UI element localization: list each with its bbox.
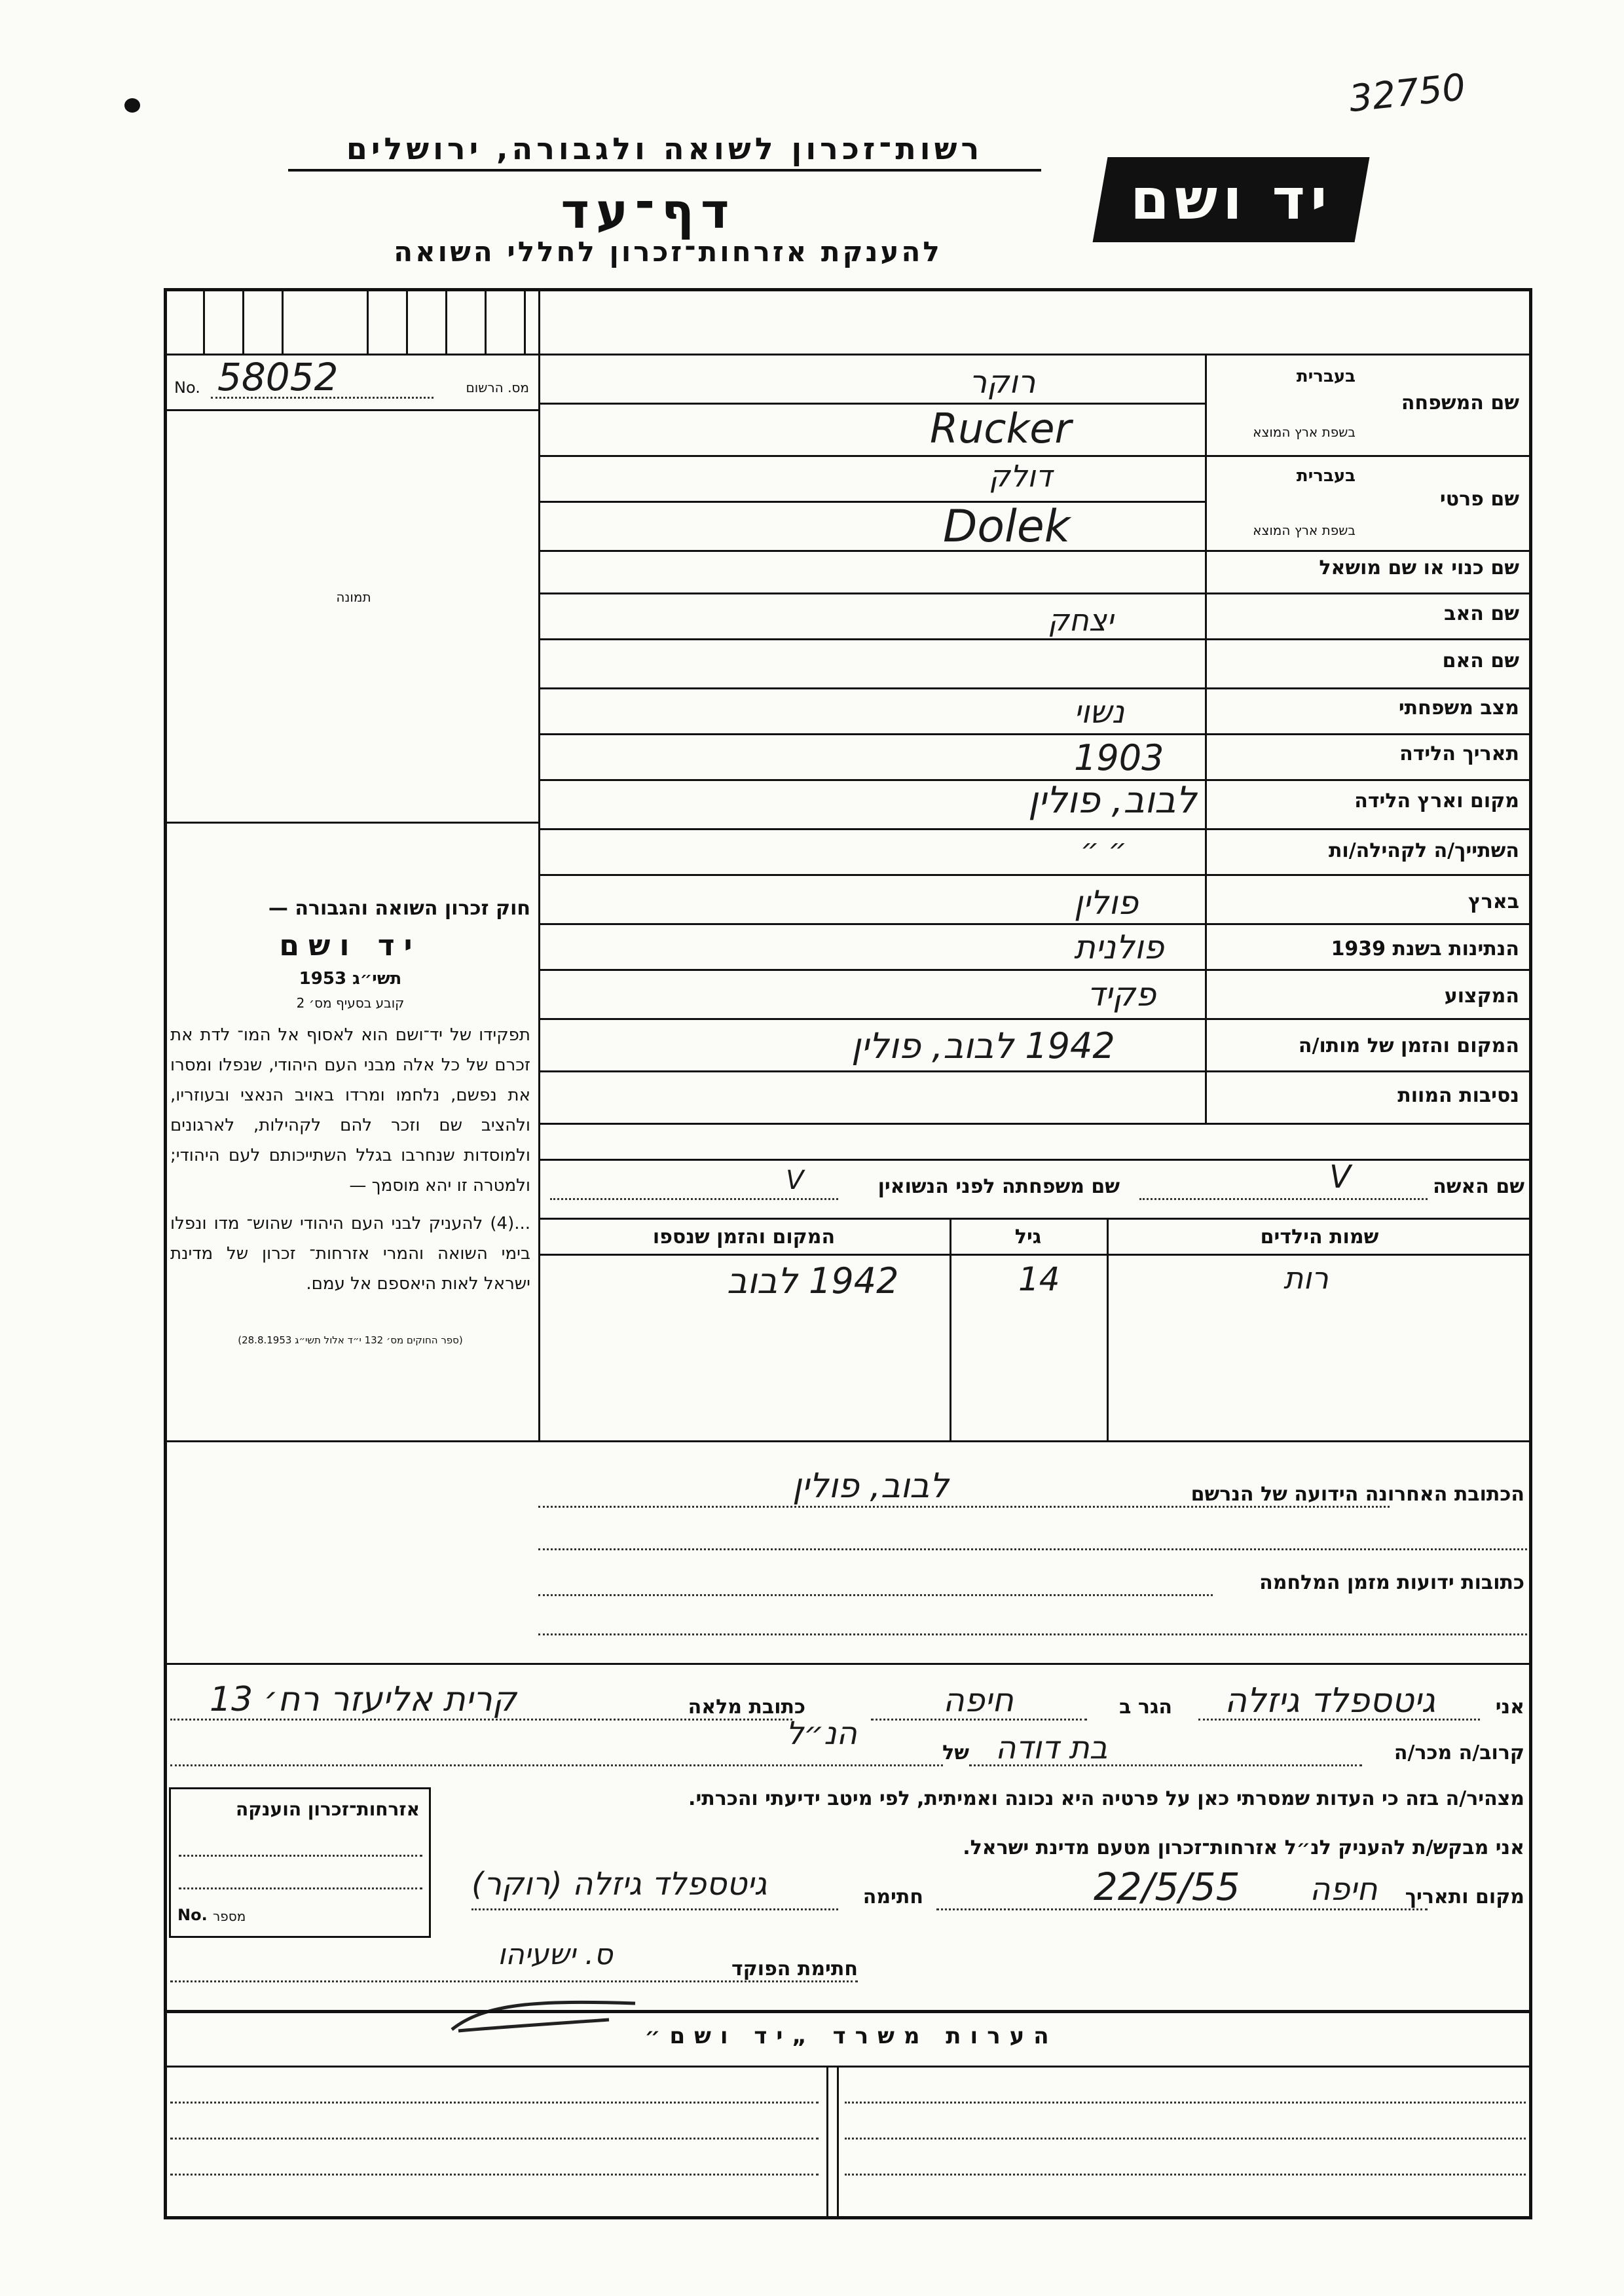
- notes-divider-a: [826, 2066, 828, 2219]
- community-value: ״ ״: [1080, 833, 1127, 866]
- clerk-signature-label: חתימת הפוקד: [731, 1958, 858, 1980]
- registration-number: 58052: [217, 355, 339, 399]
- birth-date-value: 1903: [1074, 737, 1164, 778]
- children-header-names: שמות הילדים: [1260, 1226, 1379, 1248]
- children-col-divider-1: [950, 1218, 951, 1440]
- children-col-divider-2: [1107, 1218, 1109, 1440]
- left-column-divider: [538, 288, 540, 1440]
- authority-title: רשות־זכרון לשואה ולגבורה, ירושלים: [288, 131, 1041, 172]
- law-year: תשי״ג 1953: [299, 969, 402, 989]
- first-name-hebrew-label: בעברית: [1296, 466, 1356, 486]
- birth-place-value: לבוב, פולין: [1028, 779, 1197, 822]
- wife-maiden-name-value: V: [786, 1165, 804, 1195]
- last-address-label: הכתובת האחרונה הידועה של הנרשם: [1190, 1483, 1524, 1506]
- community-label: השתייך/ה לקהילה/ות: [1328, 839, 1519, 862]
- notes-divider-b: [837, 2066, 839, 2219]
- nickname-label: שם כנוי או שם מושאל: [1319, 556, 1519, 579]
- law-paragraph-2: ...(4) להעניק לבני העם היהודי שהוש־ מדו ונפלו בימי השואה והמרי אזרחות־ זכרון של מדינת ישראל לאות היאספם אל עמם.: [170, 1214, 530, 1294]
- child-place-time: 1942 לבוב: [727, 1260, 899, 1302]
- wife-value: V: [1329, 1159, 1351, 1195]
- mother-label: שם האם: [1442, 649, 1519, 672]
- law-box: [170, 897, 530, 1346]
- corner-mark: [124, 98, 140, 113]
- declaration-text: מצהיר/ה בזה כי העדות שמסרתי כאן על פרטיה היא נכונה ואמיתית, לפי מיטב ידיעתי והכרתי.: [688, 1787, 1524, 1810]
- place-date-label: מקום ותאריך: [1405, 1886, 1524, 1908]
- clerk-signature: ס. ישעיהו: [498, 1938, 613, 1971]
- yad-vashem-logo: [1093, 157, 1370, 242]
- first-name-native-label: בשפת ארץ המוצא: [1253, 522, 1356, 538]
- label-column-divider: [1205, 354, 1207, 1123]
- citizenship-1939-label: הנתינות בשנת 1939: [1331, 938, 1519, 960]
- declarant-resident-label: הגר ב: [1119, 1696, 1172, 1719]
- relation-of-value: הנ״ל: [786, 1715, 857, 1752]
- father-label: שם האב: [1444, 602, 1519, 625]
- first-name-native-value: Dolek: [943, 501, 1071, 553]
- first-name-label: שם פרטי: [1439, 488, 1519, 511]
- office-notes-title: הערות משרד „יד ושם״: [644, 2023, 1058, 2049]
- law-name: יד ושם: [279, 929, 422, 962]
- photo-bottom-line: [164, 822, 538, 824]
- declarant-address-label: כתובת מלאה: [688, 1696, 805, 1719]
- wartime-addresses-label: כתובות ידועות מזמן המלחמה: [1259, 1571, 1524, 1594]
- first-name-hebrew-value: דולק: [989, 458, 1052, 494]
- death-place-time-label: המקום והזמן של מותו/ה: [1298, 1034, 1519, 1057]
- family-name-native-label: בשפת ארץ המוצא: [1253, 424, 1356, 440]
- corner-number: 32750: [1347, 65, 1468, 121]
- marital-status-label: מצב משפחתי: [1398, 697, 1519, 720]
- last-address-value: לבוב, פולין: [792, 1467, 949, 1506]
- declarant-i-label: אני: [1495, 1696, 1524, 1719]
- marital-status-value: נשוי: [1074, 694, 1125, 731]
- relation-of-label: של: [942, 1741, 969, 1764]
- declarant-city-value: חיפה: [943, 1681, 1014, 1719]
- death-place-time-value: 1942 לבוב, פולין: [851, 1025, 1115, 1066]
- birth-place-label: מקום וארץ הלידה: [1354, 790, 1519, 812]
- registration-no-prefix: No.: [174, 378, 200, 397]
- citizenship-1939-value: פולנית: [1074, 928, 1164, 966]
- relation-label: קרוב/ה מכר/ה: [1393, 1741, 1524, 1764]
- declarant-name-value: גיטספלד גיזלה: [1225, 1681, 1436, 1721]
- registration-label: מס. הרשום: [466, 380, 529, 395]
- children-header-age: גיל: [1014, 1226, 1042, 1248]
- photo-label: תמונה: [336, 589, 371, 605]
- family-name-hebrew-label: בעברית: [1296, 367, 1356, 386]
- country-value: פולין: [1074, 884, 1139, 922]
- registration-row: [172, 355, 533, 406]
- citizenship-number-label: מספר: [213, 1908, 246, 1924]
- citizenship-granted-title: אזרחות־זכרון הוענקה: [236, 1798, 420, 1820]
- citizenship-no-prefix: No.: [177, 1906, 208, 1924]
- family-name-label: שם המשפחה: [1401, 392, 1519, 414]
- declarant-signature: גיטספלד גיזלה (רוקר): [471, 1866, 767, 1903]
- law-paragraph-1: תפקידו של יד־ושם הוא לאסוף אל המו־ לדת את זכרם של כל אלה מבני העם היהודי, שנפלו ומסרו את נפשם, נלחמו ומרדו באויב הנאצי ובעוזריו, ולהציב שם וזכר להם לקהילות, לארגונים ולמוסדות שנחרבו בגלל השתייכותם לעם היהודי; ולמטרה זו יהא מוסמך —: [170, 1025, 530, 1195]
- family-name-hebrew-value: רוקר: [969, 364, 1036, 401]
- family-name-native-value: Rucker: [930, 405, 1072, 452]
- law-source: (ספר החוקים מס׳ 132 י״ד אלול תשי״ג 28.8.1953): [238, 1334, 463, 1346]
- birth-date-label: תאריך הלידה: [1399, 742, 1519, 765]
- request-text: אני מבקש/ת להעניק לנ״ל אזרחות־זכרון מטעם מדינת ישראל.: [963, 1836, 1524, 1859]
- date-value: 22/5/55: [1094, 1865, 1240, 1909]
- logo-text: יד ושם: [1130, 167, 1333, 232]
- child-age: 14: [1018, 1260, 1060, 1298]
- father-value: יצחק: [1048, 602, 1114, 638]
- place-value: חיפה: [1310, 1871, 1378, 1908]
- law-clause: קובע בסעיף מס׳ 2: [296, 995, 405, 1011]
- child-name: רות: [1283, 1260, 1329, 1296]
- relation-value: בת דודה: [995, 1730, 1108, 1766]
- death-circumstances-label: נסיבות המוות: [1397, 1084, 1519, 1107]
- wife-maiden-name-label: שם משפחתה לפני הנשואין: [877, 1175, 1120, 1198]
- children-header-place-time: המקום והזמן שנספו: [652, 1226, 836, 1248]
- citizenship-granted-box: [169, 1787, 431, 1938]
- declarant-address-value: קרית אליעזר רח׳ 13: [210, 1680, 517, 1719]
- profession-value: פקיד: [1087, 975, 1156, 1013]
- wife-label: שם האשה: [1433, 1175, 1524, 1198]
- form-title: דף־עד: [561, 183, 736, 240]
- top-strip-line: [538, 354, 1532, 355]
- form-subtitle: להענקת אזרחות־זכרון לחללי השואה: [394, 236, 942, 268]
- signature-label: חתימה: [862, 1886, 923, 1908]
- profession-label: המקצוע: [1444, 985, 1519, 1008]
- law-title: חוק זכרון השואה והגבורה —: [268, 897, 530, 920]
- country-label: בארץ: [1467, 890, 1519, 913]
- photo-top-line: [164, 409, 538, 411]
